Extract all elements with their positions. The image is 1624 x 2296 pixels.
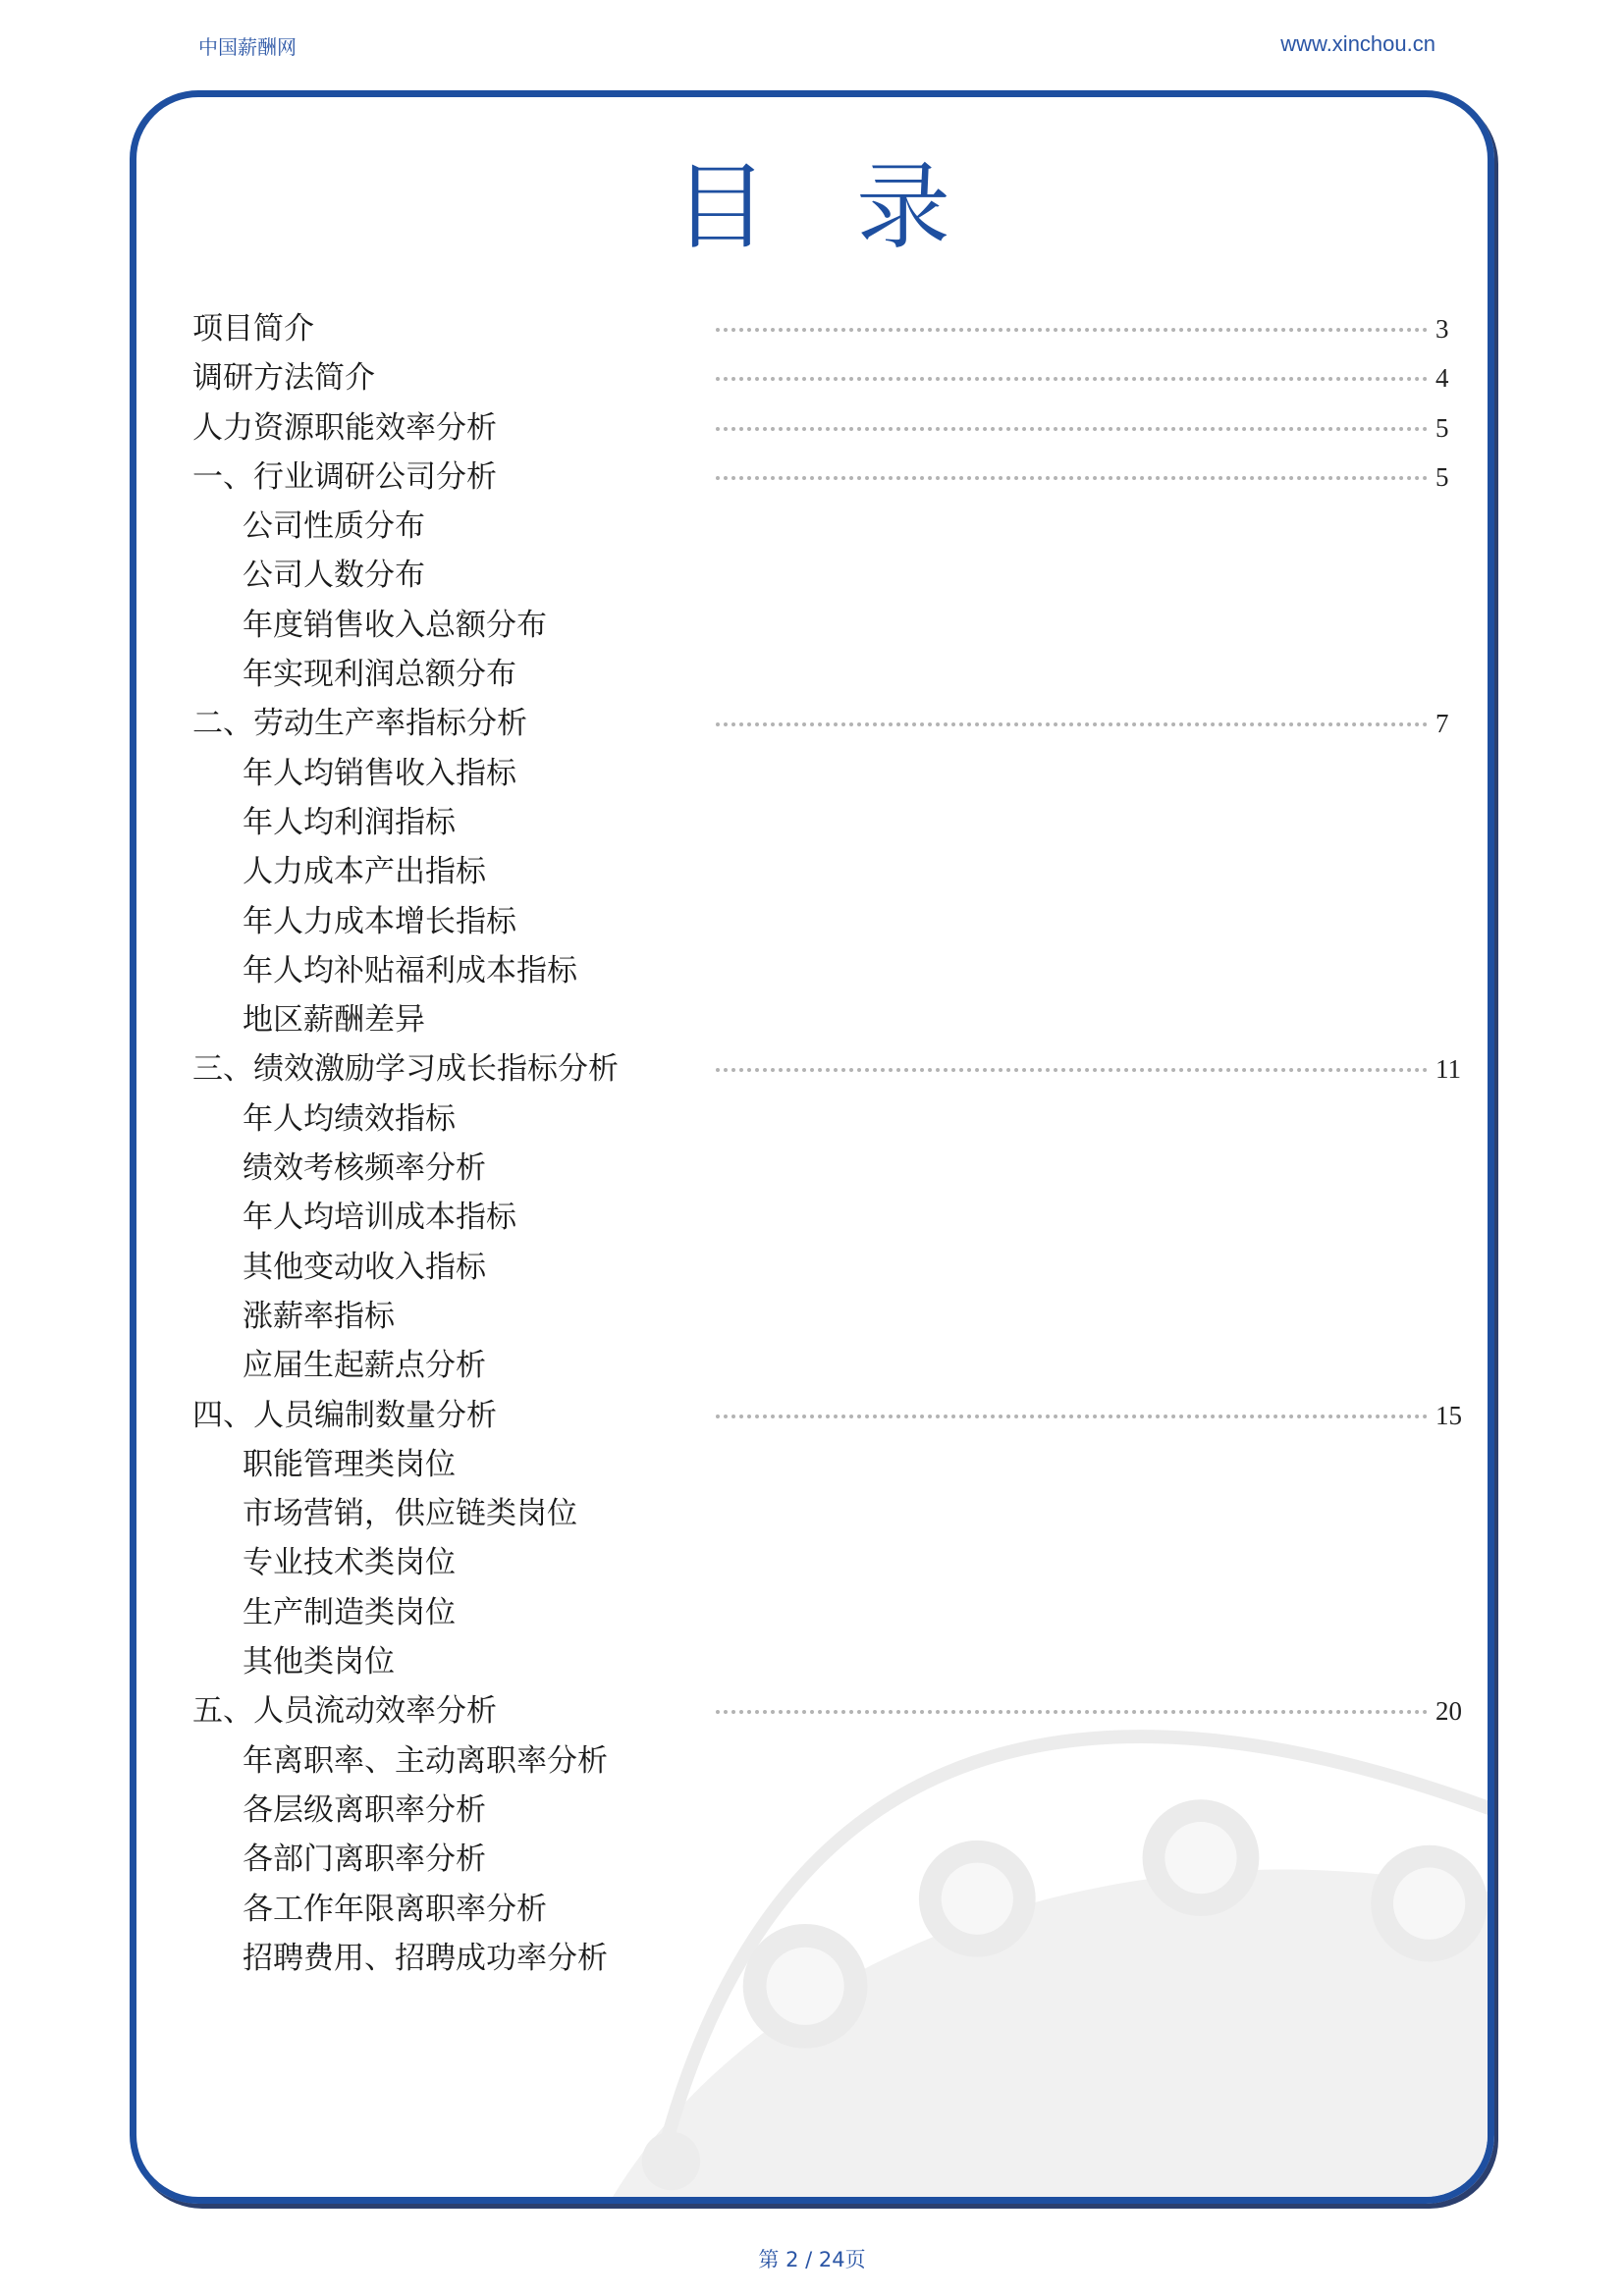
toc-entry-label: 人力成本产出指标 — [243, 854, 486, 890]
page-title: 目录 — [674, 152, 1039, 262]
toc-entry[interactable] — [192, 403, 1469, 453]
toc-subentry[interactable] — [192, 1243, 1469, 1292]
toc-page-number: 5 — [1435, 461, 1449, 492]
toc-subentry[interactable] — [192, 1489, 1469, 1538]
toc-entry-label: 年度销售收入总额分布 — [243, 607, 547, 643]
toc-entry-label: 项目简介 — [192, 311, 314, 347]
toc-subentry[interactable] — [192, 946, 1469, 995]
toc-entry[interactable] — [192, 453, 1469, 502]
toc-subentry[interactable] — [192, 749, 1469, 798]
toc-subentry[interactable] — [192, 1341, 1469, 1390]
toc-entry-label: 各部门离职率分析 — [243, 1842, 486, 1878]
toc-subentry[interactable] — [192, 1885, 1469, 1934]
toc-entry-label: 市场营销，供应链类岗位 — [243, 1496, 577, 1532]
toc-entry-label: 年人均销售收入指标 — [243, 755, 516, 791]
toc-entry[interactable] — [192, 1391, 1469, 1440]
table-of-contents — [192, 304, 1469, 1983]
dot-leader — [716, 1710, 1428, 1714]
toc-page-number: 7 — [1435, 709, 1449, 739]
toc-entry-label: 绩效考核频率分析 — [243, 1150, 486, 1187]
toc-subentry[interactable] — [192, 1538, 1469, 1587]
toc-entry-label: 年人力成本增长指标 — [243, 903, 516, 939]
toc-subentry[interactable] — [192, 995, 1469, 1044]
toc-subentry[interactable] — [192, 502, 1469, 551]
toc-entry-label: 一、行业调研公司分析 — [192, 458, 497, 495]
site-url[interactable]: www.xinchou.cn — [1280, 31, 1435, 56]
toc-entry-label: 公司性质分布 — [243, 508, 425, 545]
toc-subentry[interactable] — [192, 798, 1469, 847]
toc-entry-label: 二、劳动生产率指标分析 — [192, 706, 527, 742]
toc-subentry[interactable] — [192, 1786, 1469, 1835]
toc-entry-label: 四、人员编制数量分析 — [192, 1397, 497, 1433]
dot-leader — [716, 328, 1428, 332]
toc-entry-label: 年人均利润指标 — [243, 804, 456, 840]
toc-entry-label: 生产制造类岗位 — [243, 1594, 456, 1630]
toc-entry[interactable] — [192, 353, 1469, 402]
toc-subentry[interactable] — [192, 601, 1469, 650]
toc-entry-label: 职能管理类岗位 — [243, 1446, 456, 1482]
toc-subentry[interactable] — [192, 1835, 1469, 1884]
toc-entry[interactable] — [192, 699, 1469, 748]
toc-entry-label: 年人均培训成本指标 — [243, 1200, 516, 1236]
toc-entry[interactable] — [192, 1044, 1469, 1094]
toc-subentry[interactable] — [192, 1095, 1469, 1144]
site-name: 中国薪酬网 — [198, 35, 297, 59]
toc-entry-label: 招聘费用、招聘成功率分析 — [243, 1940, 608, 1976]
toc-subentry[interactable] — [192, 1292, 1469, 1341]
toc-subentry[interactable] — [192, 1637, 1469, 1686]
toc-entry-label: 涨薪率指标 — [243, 1298, 395, 1334]
toc-entry-label: 各工作年限离职率分析 — [243, 1891, 547, 1927]
toc-subentry[interactable] — [192, 1588, 1469, 1637]
toc-subentry[interactable] — [192, 1736, 1469, 1786]
toc-entry-label: 人力资源职能效率分析 — [192, 409, 497, 446]
toc-entry-label: 年人均绩效指标 — [243, 1100, 456, 1137]
toc-entry-label: 其他变动收入指标 — [243, 1249, 486, 1285]
toc-subentry[interactable] — [192, 1440, 1469, 1489]
toc-entry-label: 专业技术类岗位 — [243, 1545, 456, 1581]
toc-entry-label: 年人均补贴福利成本指标 — [243, 952, 577, 988]
toc-page-number: 15 — [1435, 1400, 1462, 1430]
dot-leader — [716, 1415, 1428, 1418]
dot-leader — [716, 1068, 1428, 1072]
dot-leader — [716, 722, 1428, 726]
toc-subentry[interactable] — [192, 897, 1469, 946]
dot-leader — [716, 377, 1428, 381]
toc-entry[interactable] — [192, 1686, 1469, 1735]
toc-entry-label: 五、人员流动效率分析 — [192, 1693, 497, 1730]
toc-subentry[interactable] — [192, 650, 1469, 699]
toc-subentry[interactable] — [192, 1193, 1469, 1242]
toc-subentry[interactable] — [192, 551, 1469, 600]
dot-leader — [716, 427, 1428, 431]
toc-page-number: 11 — [1435, 1054, 1461, 1085]
toc-entry-label: 三、绩效激励学习成长指标分析 — [192, 1051, 619, 1088]
toc-page-number: 3 — [1435, 314, 1449, 344]
toc-entry[interactable] — [192, 304, 1469, 353]
toc-entry-label: 其他类岗位 — [243, 1644, 395, 1681]
toc-page-number: 4 — [1435, 363, 1449, 394]
dot-leader — [716, 476, 1428, 480]
toc-entry-label: 各层级离职率分析 — [243, 1791, 486, 1828]
page-number: 第 2 / 24页 — [758, 2248, 866, 2271]
toc-entry-label: 年实现利润总额分布 — [243, 657, 516, 693]
toc-subentry[interactable] — [192, 847, 1469, 896]
toc-entry-label: 年离职率、主动离职率分析 — [243, 1742, 608, 1779]
toc-entry-label: 调研方法简介 — [192, 360, 375, 397]
toc-page-number: 20 — [1435, 1696, 1462, 1727]
toc-subentry[interactable] — [192, 1144, 1469, 1193]
toc-subentry[interactable] — [192, 1934, 1469, 1983]
toc-entry-label: 应届生起薪点分析 — [243, 1348, 486, 1384]
toc-entry-label: 地区薪酬差异 — [243, 1002, 425, 1039]
toc-page-number: 5 — [1435, 412, 1449, 443]
toc-entry-label: 公司人数分布 — [243, 558, 425, 594]
